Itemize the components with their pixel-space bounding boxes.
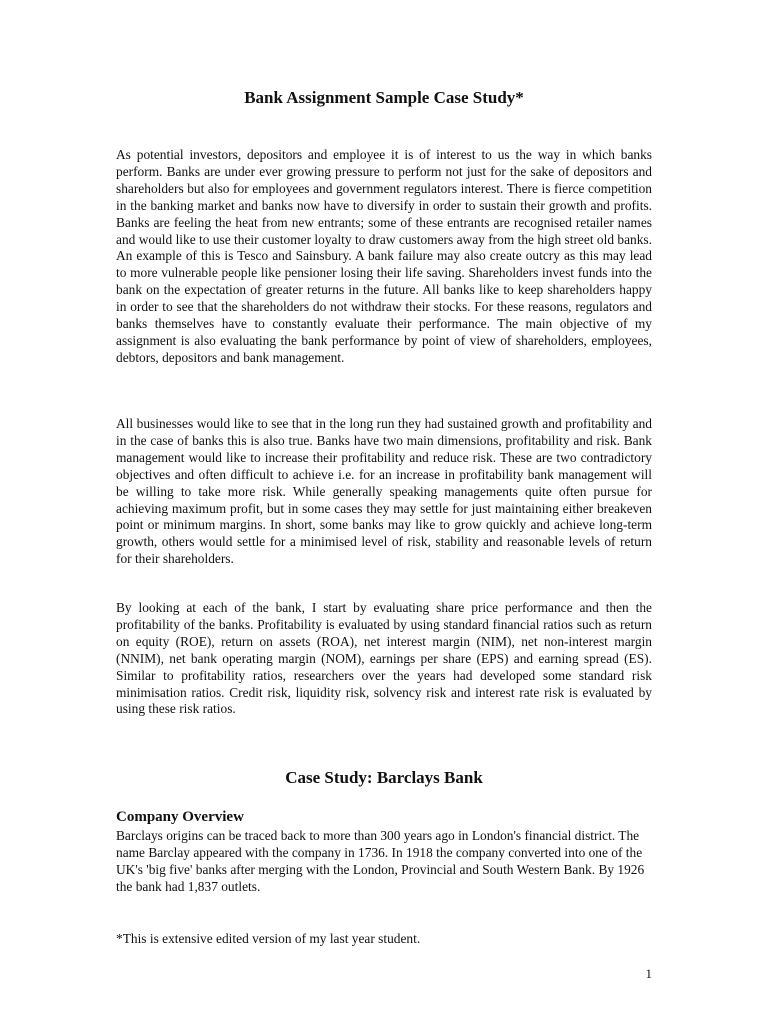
company-overview-heading: Company Overview [116, 809, 244, 825]
footnote: *This is extensive edited version of my last year student. [116, 931, 421, 946]
page-number: 1 [645, 966, 652, 981]
company-overview-paragraph: Barclays origins can be traced back to more than 300 years ago in London's financial district. The name Barclay appeared with the company in 1736. In 1918 the company converted into one of the UK's 'big five' banks after merging with the London, Provincial and South Western Bank. By 1926 the bank had 1,837 outlets. [116, 828, 645, 894]
document-title: Bank Assignment Sample Case Study* [244, 88, 524, 107]
case-study-title: Case Study: Barclays Bank [285, 768, 483, 787]
methodology-paragraph: By looking at each of the bank, I start by evaluating share price performance and then the profitability of the banks. Profitability is evaluated by using standard financial ratios such as return on equity (ROE), return on assets (ROA), net interest margin (NIM), net non-interest margin (NNIM), net bank operating margin (NOM), earnings per share (EPS) and earning spread (ES). Similar to profitability ratios, researchers over the years had developed some standard risk minimisation ratios. Credit risk, liquidity risk, solvency risk and interest rate risk is evaluated by using these risk ratios. [116, 600, 652, 717]
intro-paragraph: As potential investors, depositors and employee it is of interest to us the way in which banks perform. Banks are under ever growing pressure to perform not just for the sake of depositors and shareholders but also for employees and government regulators interest. There is fierce competition in the banking market and banks now have to diversify in order to sustain their growth and profits. Banks are feeling the heat from new entrants; some of these entrants are recognised retailer names and would like to use their customer loyalty to draw customers away from the high street old banks. An example of this is Tesco and Sainsbury. A bank failure may also create outcry as this may lead to more vulnerable people like pensioner losing their life saving. Shareholders invest funds into the bank on the expectation of greater returns in the future. All banks like to keep shareholders happy in order to see that the shareholders do not withdraw their stocks. For these reasons, regulators and banks themselves have to constantly evaluate their performance. The main objective of my assignment is also evaluating the bank performance by point of view of shareholders, employees, debtors, depositors and bank management. [116, 147, 652, 365]
profitability-risk-paragraph: All businesses would like to see that in the long run they had sustained growth and profitability and in the case of banks this is also true. Banks have two main dimensions, profitability and risk. Bank management would like to increase their profitability and reduce risk. These are two contradictory objectives and often difficult to achieve i.e. for an increase in profitability bank management will be willing to take more risk. While generally speaking managements quite often pursue for achieving maximum profit, but in some cases they may settle for just maintaining either breakeven point or minimum margins. In short, some banks may like to grow quickly and achieve long-term growth, others would settle for a minimised level of risk, stability and reasonable levels of return for their shareholders. [116, 416, 652, 567]
